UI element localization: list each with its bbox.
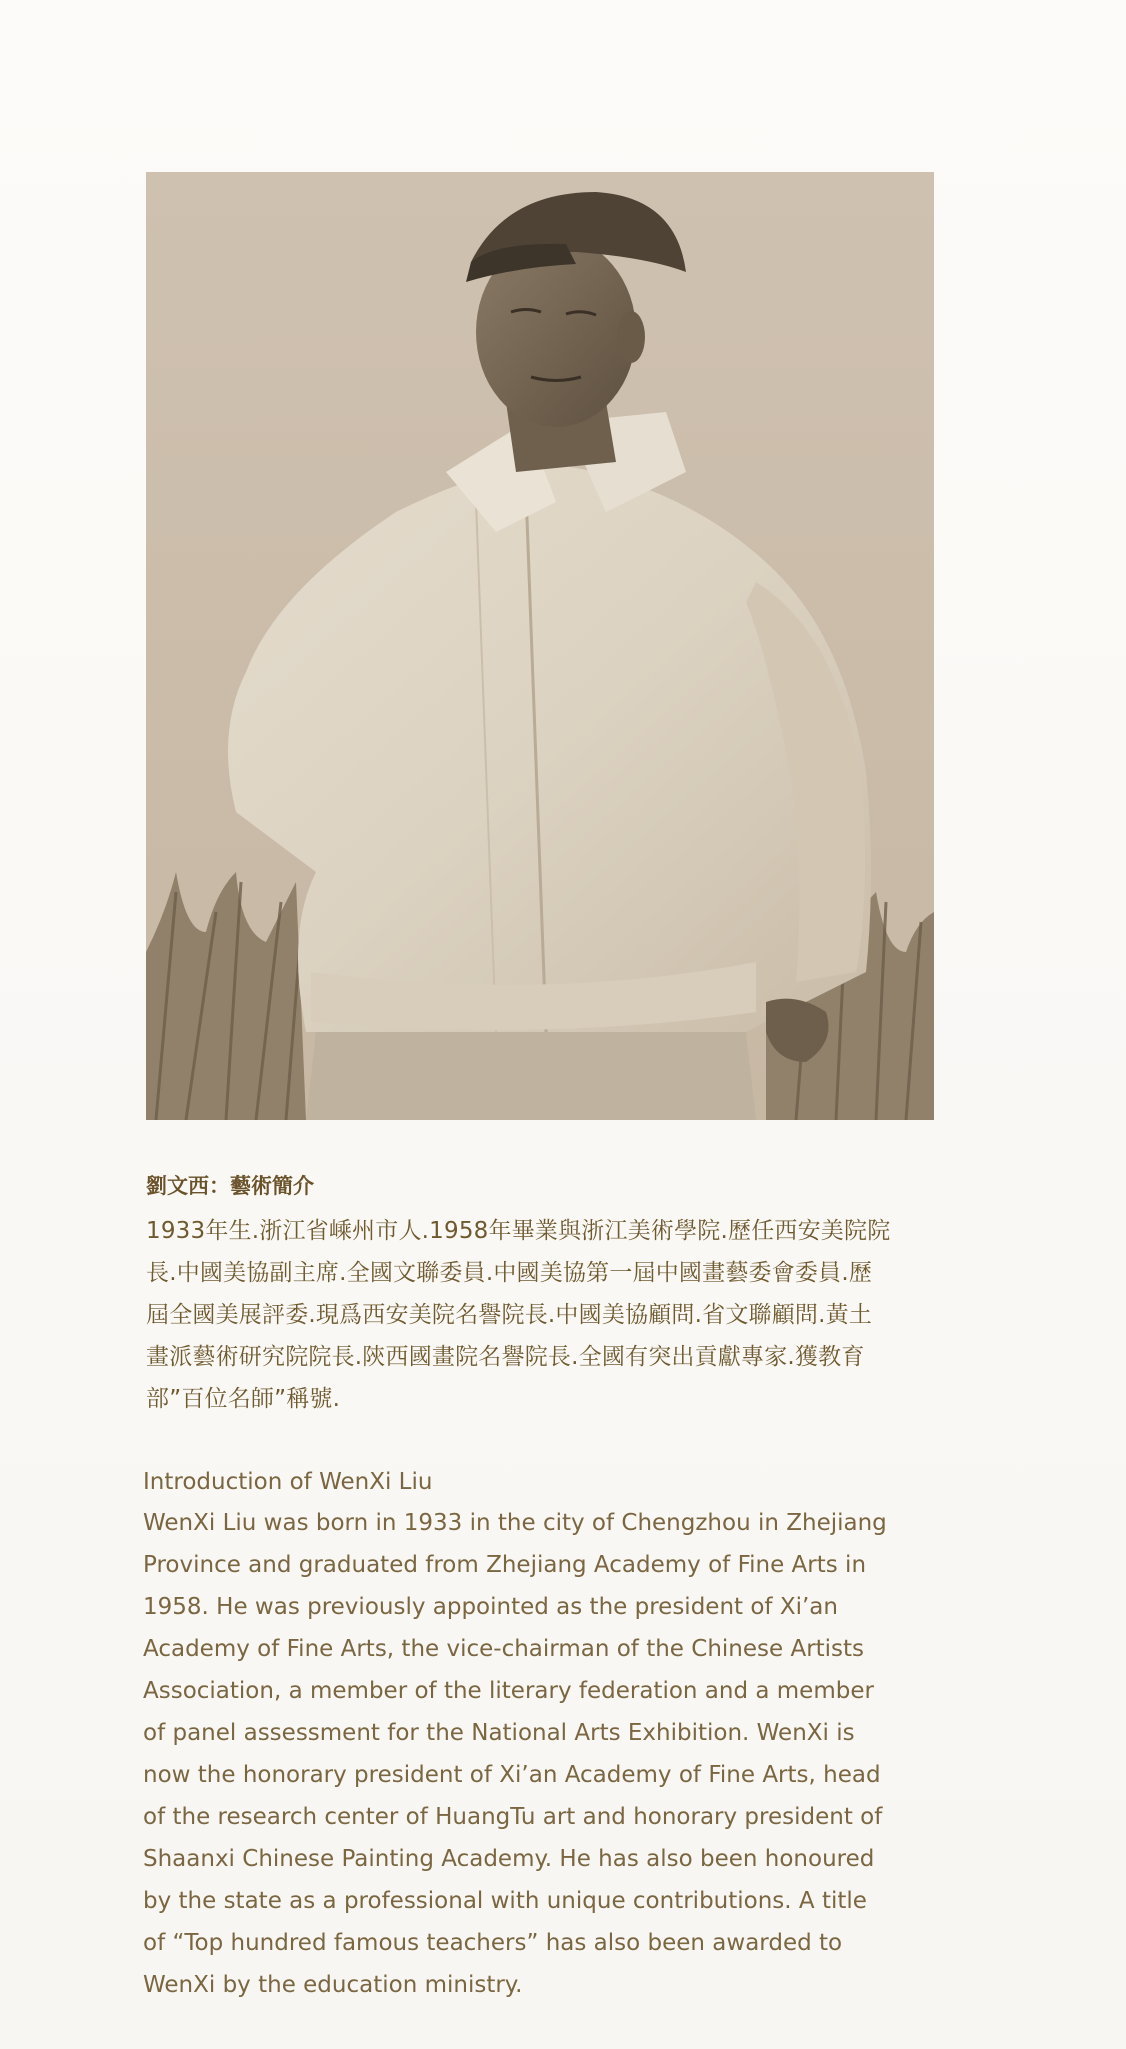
chinese-line: 部”百位名師”稱號. [146,1386,341,1412]
english-title: Introduction of WenXi Liu [143,1469,433,1495]
english-line: Association, a member of the literary federation and a member [143,1678,874,1704]
english-line: Shaanxi Chinese Painting Academy. He has also been honoured [143,1846,875,1872]
english-line: by the state as a professional with unique contributions. A title [143,1888,867,1914]
english-line: Province and graduated from Zhejiang Academy of Fine Arts in [143,1552,867,1578]
english-line: of panel assessment for the National Arts Exhibition. WenXi is [143,1720,855,1746]
english-line: of the research center of HuangTu art and honorary president of [143,1804,883,1830]
chinese-line: 畫派藝術研究院院長.陝西國畫院名譽院長.全國有突出貢獻專家.獲教育 [146,1344,865,1370]
english-line: WenXi Liu was born in 1933 in the city of Chengzhou in Zhejiang [143,1510,887,1536]
english-line: 1958. He was previously appointed as the president of Xi’an [143,1594,838,1620]
chinese-line: 屆全國美展評委.現爲西安美院名譽院長.中國美協顧問.省文聯顧問.黃土 [146,1302,873,1328]
chinese-introduction [146,1170,946,1420]
chinese-title: 劉文西：藝術簡介 [146,1174,314,1198]
chinese-line: 長.中國美協副主席.全國文聯委員.中國美協第一屆中國畫藝委會委員.歷 [146,1260,873,1286]
chinese-line: 1933年生.浙江省嵊州市人.1958年畢業與浙江美術學院.歷任西安美院院 [146,1218,891,1244]
portrait-photo [146,172,934,1120]
english-introduction [143,1462,943,2006]
english-line: Academy of Fine Arts, the vice-chairman of the Chinese Artists [143,1636,865,1662]
english-line: of “Top hundred famous teachers” has also been awarded to [143,1930,843,1956]
english-line: now the honorary president of Xi’an Academy of Fine Arts, head [143,1762,881,1788]
english-line: WenXi by the education ministry. [143,1972,523,1998]
